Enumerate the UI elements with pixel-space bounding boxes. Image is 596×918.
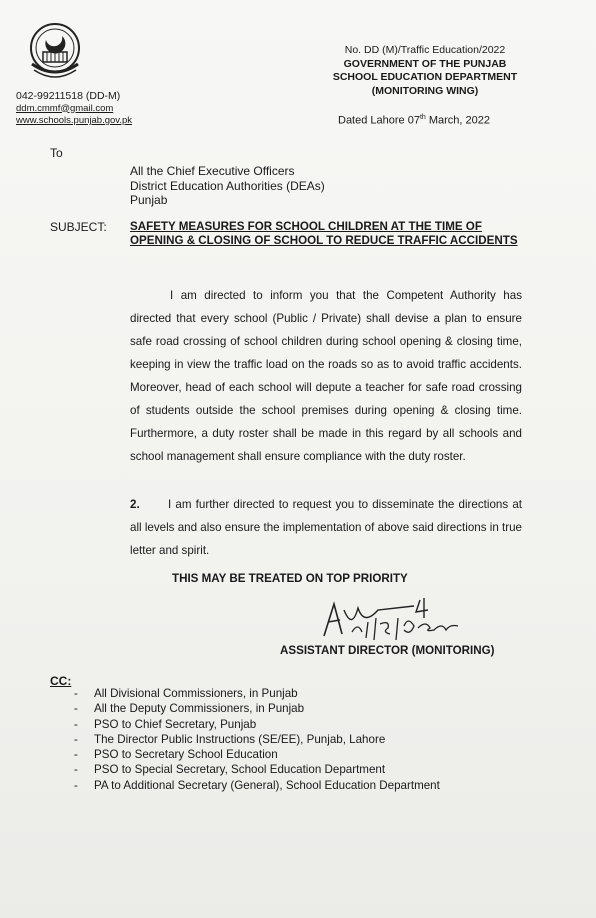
list-item: - All the Deputy Commissioners, in Punjab bbox=[74, 701, 440, 716]
list-item: - PSO to Special Secretary, School Education Department bbox=[74, 762, 440, 777]
list-item: - PSO to Chief Secretary, Punjab bbox=[74, 717, 440, 732]
date-prefix: Dated Lahore 07 bbox=[338, 114, 420, 127]
wing-name: (MONITORING WING) bbox=[371, 84, 479, 97]
letter-date bbox=[338, 114, 490, 127]
cc-list bbox=[74, 686, 440, 793]
website-link[interactable]: www.schools.punjab.gov.pk bbox=[16, 115, 132, 126]
addressee-line: District Education Authorities (DEAs) bbox=[130, 178, 325, 193]
phone-number: 042-99211518 (DD-M) bbox=[16, 90, 121, 102]
signatory-title: ASSISTANT DIRECTOR (MONITORING) bbox=[280, 644, 495, 657]
paragraph-number: 2. bbox=[130, 498, 140, 511]
email-link[interactable]: ddm.cmmf@gmail.com bbox=[16, 102, 114, 114]
reference-number: No. DD (M)/Traffic Education/2022 bbox=[344, 44, 506, 56]
to-label: To bbox=[50, 146, 63, 160]
list-item: - PA to Additional Secretary (General), School Education Department bbox=[74, 778, 440, 793]
paragraph-1: I am directed to inform you that the Competent Authority has directed that every school (Public / Private) shall devise a plan to ensure safe road crossing of school children during school opening & closing time, keeping in view the traffic load on the roads so as to avoid traffic accidents. Moreover, head of each school will depute a teacher for safe road crossing of students outside the school premises during opening & closing time. Furthermore, a duty roster shall be made in this regard by all schools and school management shall ensure compliance with the duty roster. bbox=[130, 289, 522, 463]
list-item: - All Divisional Commissioners, in Punjab bbox=[74, 686, 440, 701]
handwritten-signature bbox=[318, 596, 488, 644]
addressee-line: All the Chief Executive Officers bbox=[130, 164, 295, 178]
subject-text: SAFETY MEASURES FOR SCHOOL CHILDREN AT THE TIME OF OPENING & CLOSING OF SCHOOL TO REDUCE TRAFFIC ACCIDENTS bbox=[130, 220, 518, 247]
addressee-block bbox=[130, 164, 325, 208]
department-name: SCHOOL EDUCATION DEPARTMENT bbox=[332, 71, 518, 83]
subject-label: SUBJECT: bbox=[50, 220, 107, 234]
punjab-government-emblem-icon bbox=[24, 20, 86, 82]
date-ordinal: th bbox=[419, 114, 426, 121]
addressee-line: Punjab bbox=[130, 193, 168, 207]
contact-block bbox=[16, 90, 132, 128]
paragraph-2 bbox=[130, 493, 522, 562]
government-name: GOVERNMENT OF THE PUNJAB bbox=[343, 57, 507, 70]
paragraph-2-text: I am further directed to request you to disseminate the directions at all levels and also ensure the implementation of above said directions in true letter and spirit. bbox=[130, 498, 522, 557]
priority-note: THIS MAY BE TREATED ON TOP PRIORITY bbox=[172, 572, 408, 585]
date-suffix: March, 2022 bbox=[425, 114, 490, 127]
list-item: - The Director Public Instructions (SE/EE), Punjab, Lahore bbox=[74, 732, 440, 747]
cc-label: CC: bbox=[50, 674, 72, 688]
letterhead-header bbox=[300, 44, 550, 98]
list-item: - PSO to Secretary School Education bbox=[74, 747, 440, 762]
